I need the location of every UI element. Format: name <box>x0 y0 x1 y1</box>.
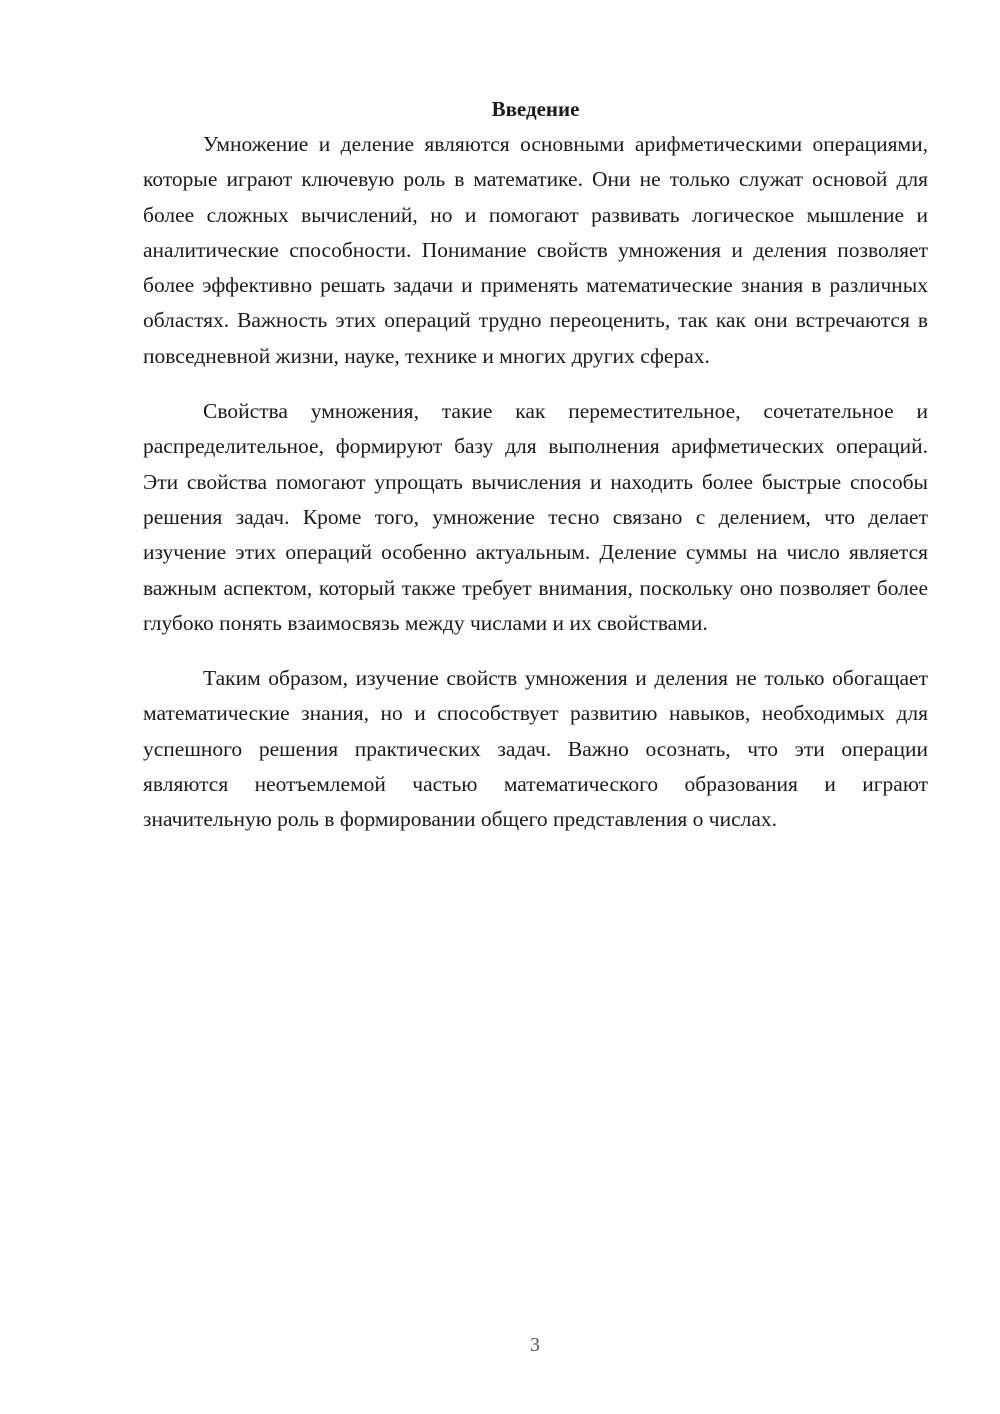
section-title: Введение <box>491 97 580 121</box>
paragraph-2: Свойства умножения, такие как переместительное, сочетательное и распределительное, формируют базу для выполнения арифметических операций. Эти свойства помогают упрощать вычисления и находить более быстрые способы решения задач. Кроме того, умножение тесно связано с делением, что делает изучение этих операций особенно актуальным. Деление суммы на число является важным аспектом, который также требует внимания, поскольку оно позволяет более глубоко понять взаимосвязь между числами и их свойствами. <box>143 399 928 635</box>
page-number: 3 <box>530 1334 540 1356</box>
paragraph-1: Умножение и деление являются основными арифметическими операциями, которые играют ключевую роль в математике. Они не только служат основой для более сложных вычислений, но и помогают развивать логическое мышление и аналитические способности. Понимание свойств умножения и деления позволяет более эффективно решать задачи и применять математические знания в различных областях. Важность этих операций трудно переоценить, так как они встречаются в повседневной жизни, науке, технике и многих других сферах. <box>143 132 928 368</box>
paragraph-3: Таким образом, изучение свойств умножения и деления не только обогащает математические знания, но и способствует развитию навыков, необходимых для успешного решения практических задач. Важно осознать, что эти операции являются неотъемлемой частью математического образования и играют значительную роль в формировании общего представления о числах. <box>143 666 928 832</box>
page-content <box>143 92 928 838</box>
